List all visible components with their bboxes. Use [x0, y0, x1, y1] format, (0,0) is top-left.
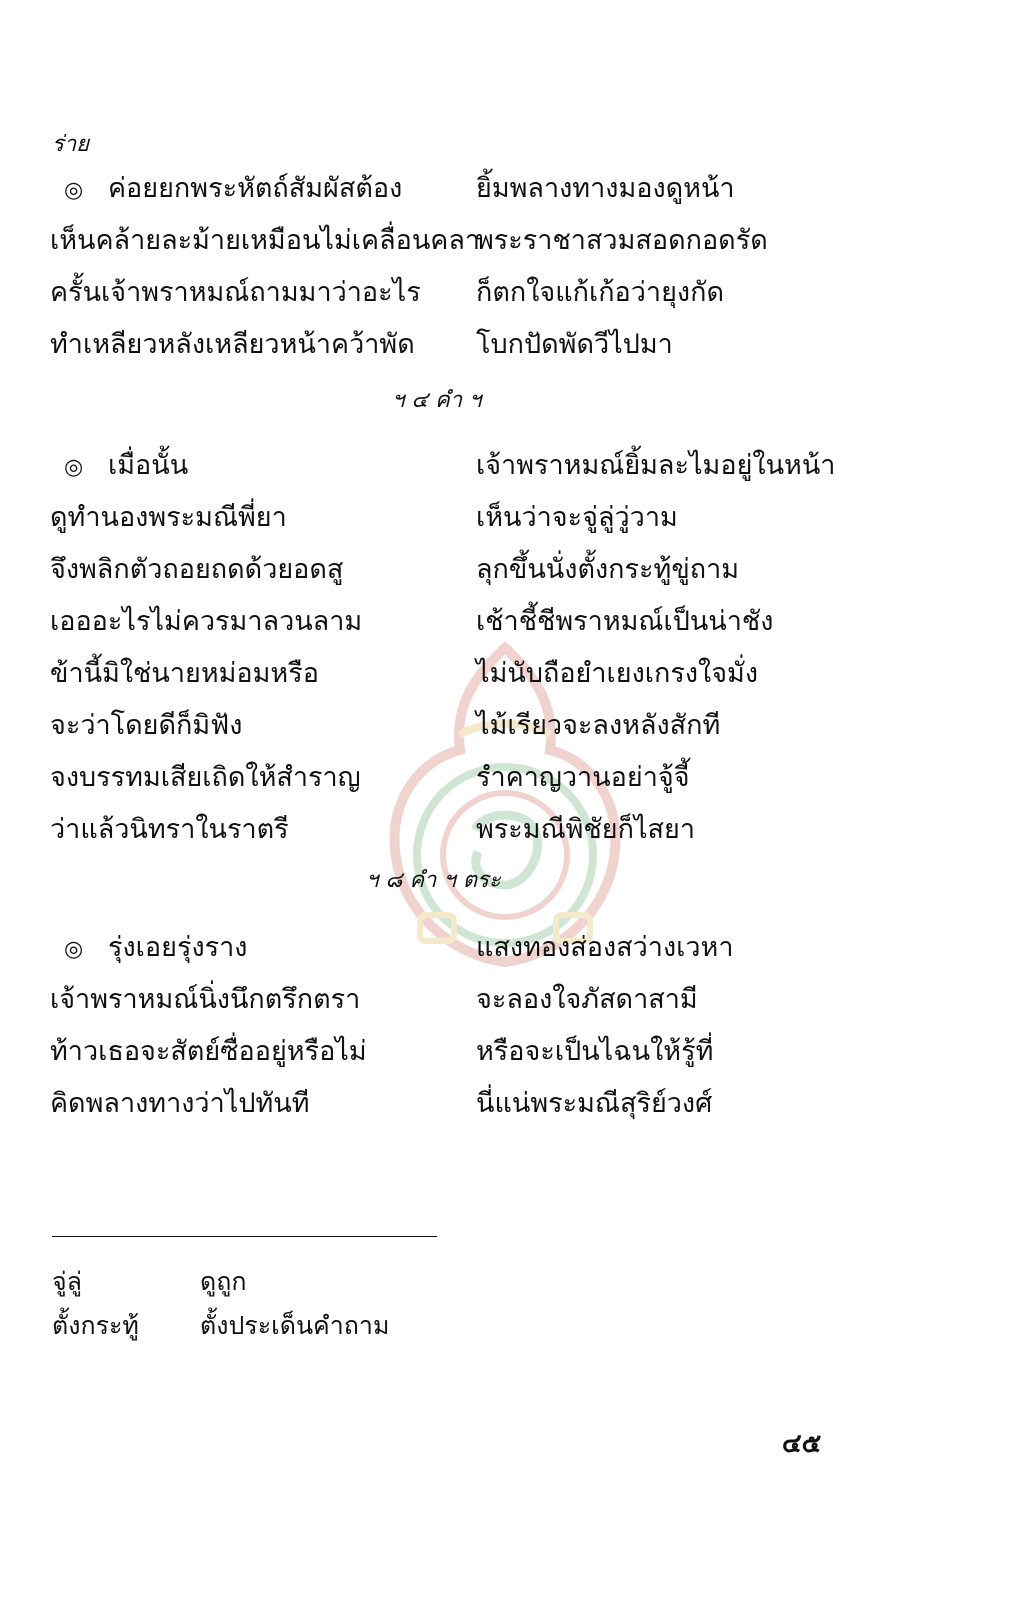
verse-line [0, 596, 1024, 648]
verse-line [0, 648, 1024, 700]
footnote-term: จู่ลู่ [52, 1267, 82, 1296]
verse-line [0, 922, 1024, 974]
verse-line [0, 1078, 1024, 1130]
verse-right: พระราชาสวมสอดกอดรัด [476, 225, 768, 256]
line-count: ฯ ๘ คำ ฯ ตระ [366, 868, 501, 893]
verse-right: พระมณีพิชัยก็ไสยา [476, 814, 695, 845]
stanza-marker: ◎ [64, 178, 84, 203]
verse-line [0, 163, 1024, 215]
verse-left: จึงพลิกตัวถอยถดด้วยอดสู [50, 554, 344, 585]
verse-right: ก็ตกใจแก้เก้อว่ายุงกัด [476, 277, 724, 308]
verse-left: จะว่าโดยดีก็มิฟัง [50, 710, 243, 741]
verse-line [0, 752, 1024, 804]
footnote-divider [52, 1236, 437, 1237]
verse-left: จงบรรทมเสียเถิดให้สำราญ [50, 762, 361, 793]
verse-right: ไม่นับถือยำเยงเกรงใจมั่ง [476, 658, 758, 689]
verse-left: เจ้าพราหมณ์นิ่งนึกตรึกตรา [50, 984, 361, 1015]
verse-left: ค่อยยกพระหัตถ์สัมผัสต้อง [108, 173, 403, 204]
verse-line [0, 700, 1024, 752]
verse-right: โบกปัดพัดวีไปมา [476, 329, 673, 360]
verse-left: ว่าแล้วนิทราในราตรี [50, 814, 289, 845]
verse-left: คิดพลางทางว่าไปทันที [50, 1088, 310, 1119]
stanza-marker: ◎ [64, 455, 84, 480]
verse-line [0, 440, 1024, 492]
footnote-definition: ตั้งประเด็นคำถาม [200, 1311, 390, 1340]
verse-right: แสงทองส่องสว่างเวหา [476, 932, 734, 963]
verse-mode-label: ร่าย [52, 132, 90, 157]
verse-line [0, 544, 1024, 596]
verse-right: ลุกขึ้นนั่งตั้งกระทู้ขู่ถาม [476, 554, 740, 585]
verse-right: ยิ้มพลางทางมองดูหน้า [476, 173, 735, 204]
verse-line [0, 974, 1024, 1026]
verse-right: ไม้เรียวจะลงหลังสักที [476, 710, 721, 741]
stanza-1 [0, 163, 1024, 371]
verse-line [0, 492, 1024, 544]
verse-left: เมื่อนั้น [108, 450, 189, 481]
stanza-marker: ◎ [64, 937, 84, 962]
verse-right: นี่แน่พระมณีสุริย์วงศ์ [476, 1088, 713, 1119]
verse-right: เห็นว่าจะจู่ลู่วู่วาม [476, 502, 678, 533]
verse-right: จะลองใจภัสดาสามี [476, 984, 698, 1015]
verse-right: เจ้าพราหมณ์ยิ้มละไมอยู่ในหน้า [476, 450, 836, 481]
verse-left: ดูทำนองพระมณีพี่ยา [50, 502, 287, 533]
verse-line [0, 1026, 1024, 1078]
page-number: ๔๕ [782, 1429, 822, 1459]
verse-left: เห็นคล้ายละม้ายเหมือนไม่เคลื่อนคลา [50, 225, 481, 256]
verse-left: ครั้นเจ้าพราหมณ์ถามมาว่าอะไร [50, 277, 421, 308]
verse-left: ข้านี้มิใช่นายหม่อมหรือ [50, 658, 319, 689]
line-count: ฯ ๔ คำ ฯ [392, 388, 482, 413]
verse-line [0, 804, 1024, 856]
verse-left: รุ่งเอยรุ่งราง [108, 932, 248, 963]
verse-left: ท้าวเธอจะสัตย์ซื่ออยู่หรือไม่ [50, 1036, 367, 1067]
verse-left: เอออะไรไม่ควรมาลวนลาม [50, 606, 363, 637]
footnote-definition: ดูถูก [200, 1267, 247, 1296]
stanza-2 [0, 440, 1024, 856]
verse-right: หรือจะเป็นไฉนให้รู้ที่ [476, 1036, 714, 1067]
footnote-item [52, 1262, 247, 1302]
verse-line [0, 215, 1024, 267]
footnote-term: ตั้งกระทู้ [52, 1311, 139, 1340]
stanza-3 [0, 922, 1024, 1130]
verse-line [0, 319, 1024, 371]
verse-right: รำคาญวานอย่าจู้จี้ [476, 762, 690, 793]
verse-right: เช้าชี้ชีพราหมณ์เป็นน่าชัง [476, 606, 774, 637]
footnote-item [52, 1306, 389, 1346]
verse-left: ทำเหลียวหลังเหลียวหน้าคว้าพัด [50, 329, 415, 360]
verse-line [0, 267, 1024, 319]
